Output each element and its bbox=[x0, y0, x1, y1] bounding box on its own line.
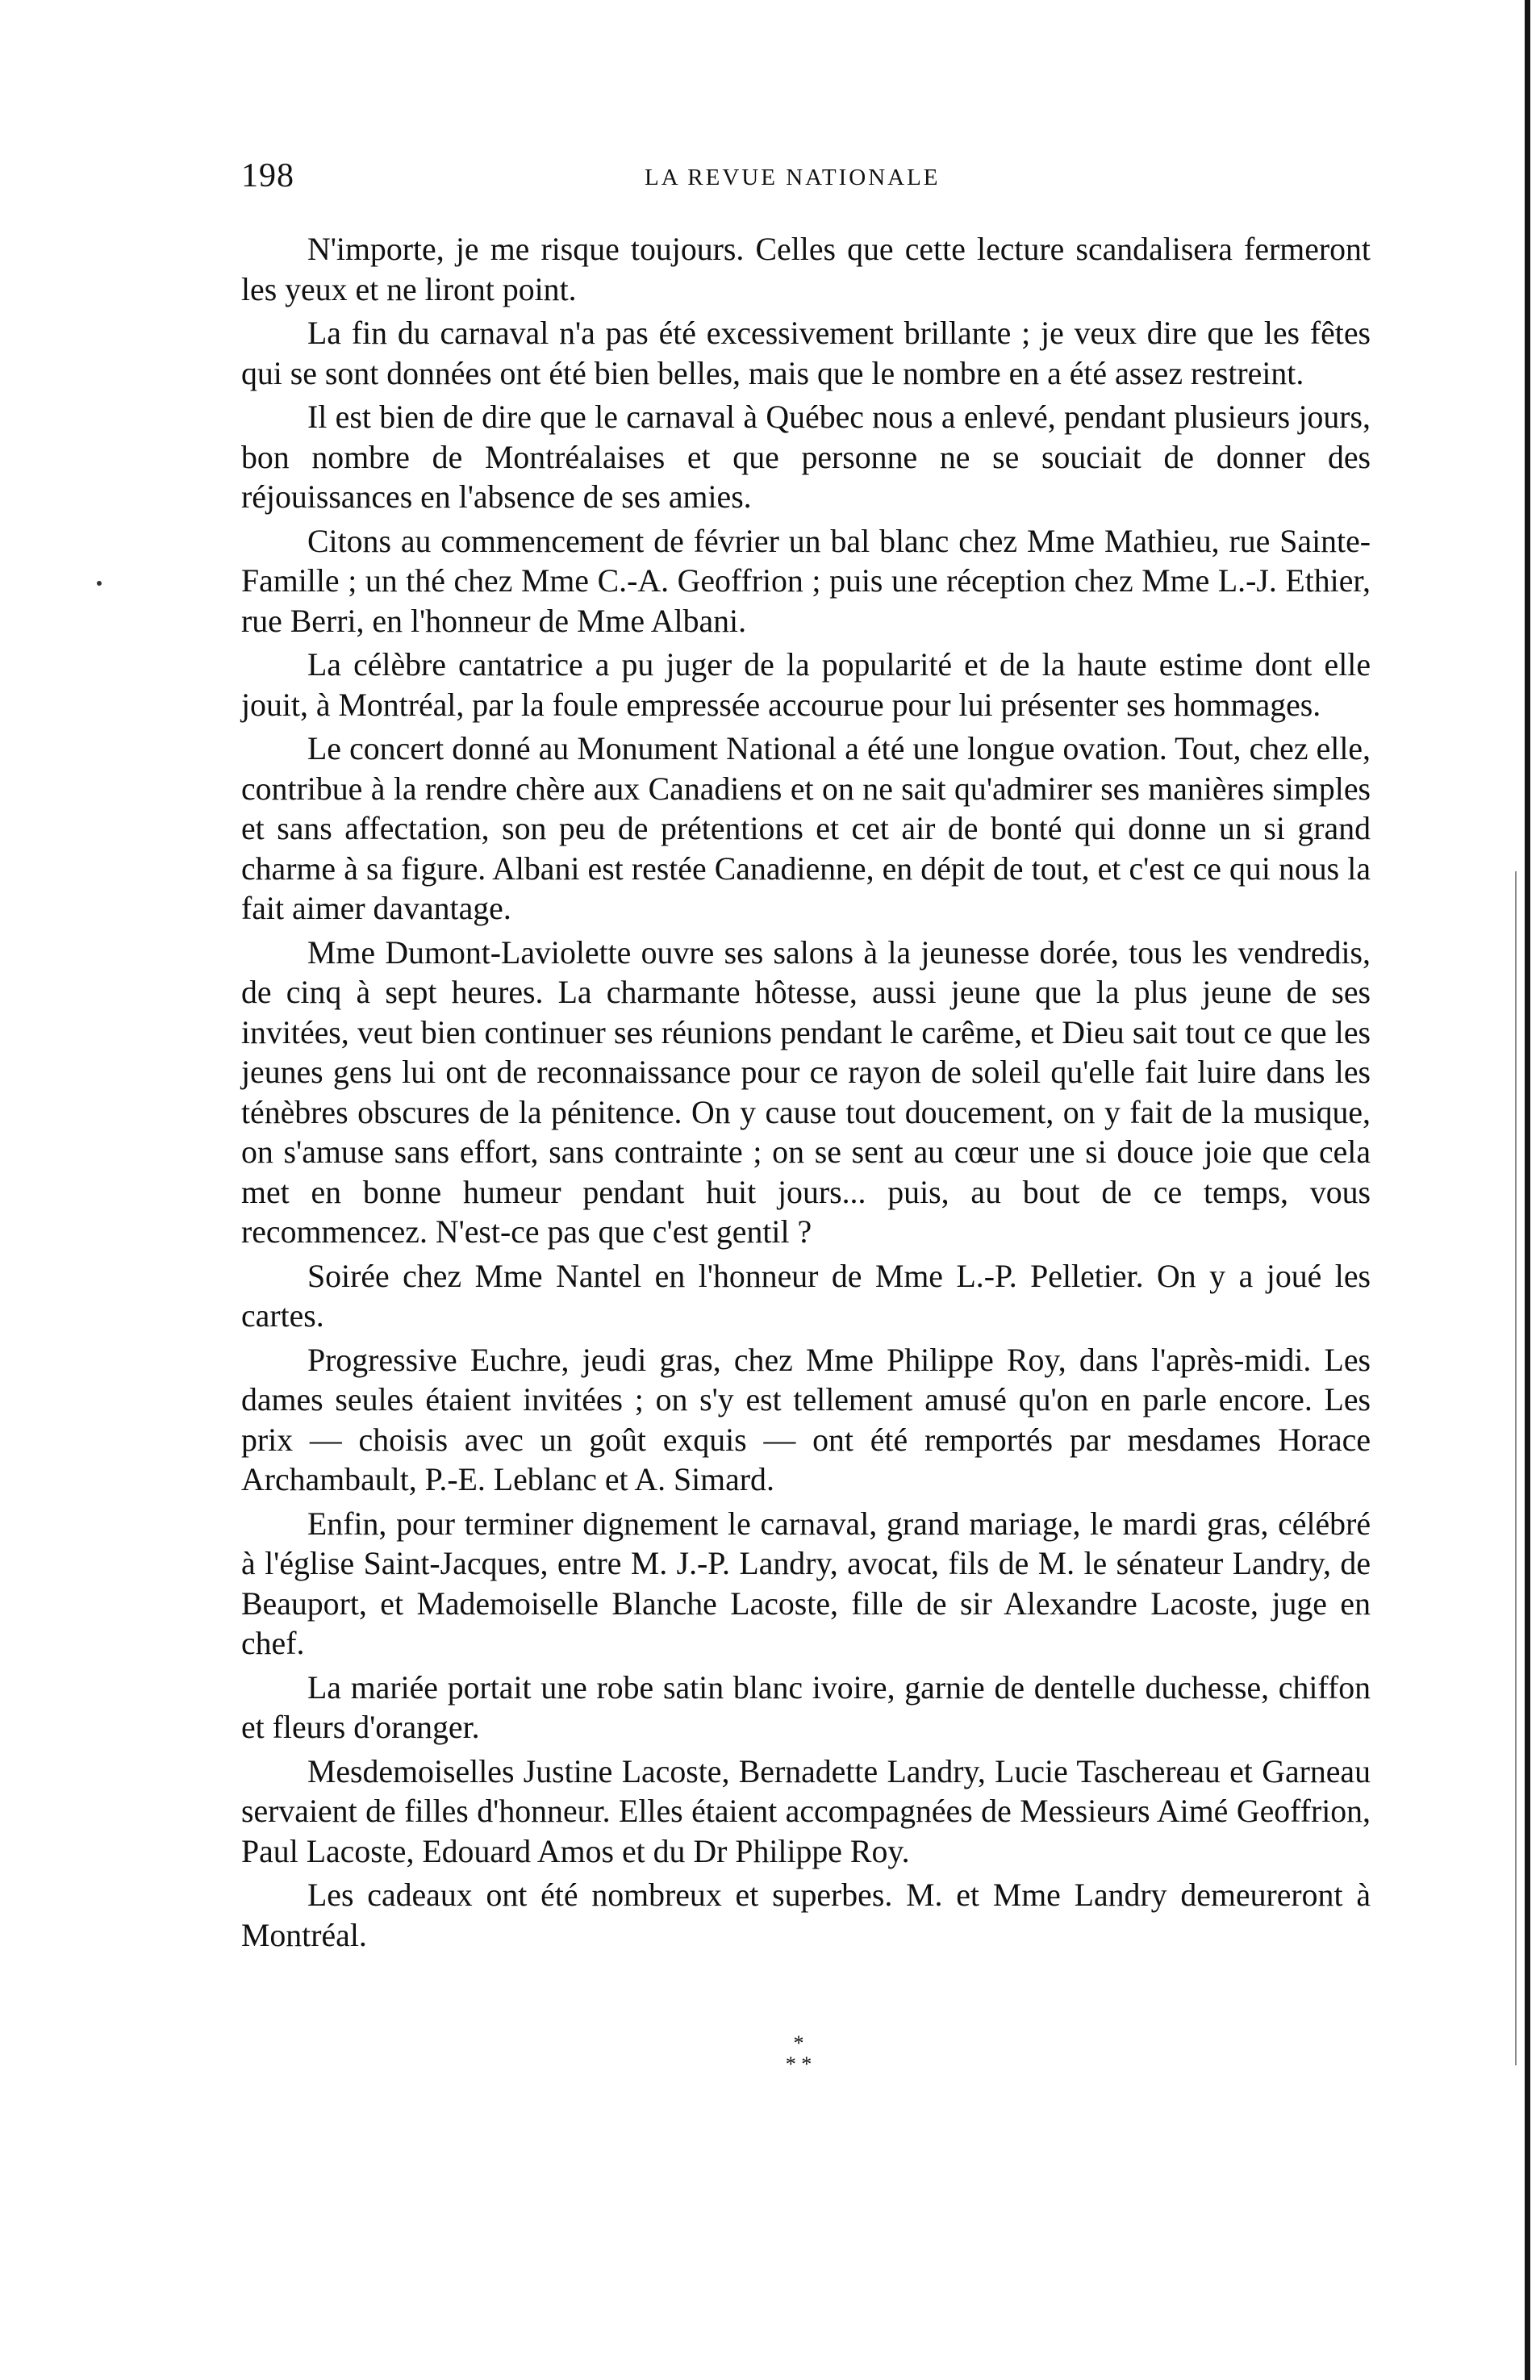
paragraph: N'importe, je me risque toujours. Celles que cette lecture scandalisera fermeront les yeux et ne liront point. bbox=[241, 232, 1371, 307]
section-separator-asterism bbox=[762, 2031, 835, 2076]
paragraph: Il est bien de dire que le carnaval à Québec nous a enlevé, pendant plusieurs jours, bon nombre de Montréalaises et que personne ne se souciait de donner des réjouissances en l'absence de ses amies. bbox=[241, 399, 1371, 515]
page-header bbox=[241, 153, 1371, 202]
paragraph: La célèbre cantatrice a pu juger de la popularité et de la haute estime dont elle jouit, à Montréal, par la foule empressée accourue pour lui présenter ses hommages. bbox=[241, 647, 1371, 723]
article-body bbox=[241, 230, 1371, 1960]
page-edge-shadow bbox=[1525, 0, 1530, 2380]
page-number: 198 bbox=[241, 157, 294, 194]
paragraph: Soirée chez Mme Nantel en l'honneur de Mme L.-P. Pelletier. On y a joué les cartes. bbox=[241, 1258, 1371, 1334]
page-edge-line bbox=[1515, 871, 1517, 2065]
paragraph: La mariée portait une robe satin blanc ivoire, garnie de dentelle duchesse, chiffon et fleurs d'oranger. bbox=[241, 1669, 1371, 1745]
asterism-bottom-stars: * * bbox=[785, 2052, 812, 2076]
scan-speck bbox=[97, 581, 102, 586]
paragraph: Enfin, pour terminer dignement le carnaval, grand mariage, le mardi gras, célébré à l'église Saint-Jacques, entre M. J.-P. Landry, avocat, fils de M. le sénateur Landry, de Beauport, et Mademoiselle Blanche Lacoste, fille de sir Alexandre Lacoste, juge en chef. bbox=[241, 1505, 1371, 1661]
paragraph: Mme Dumont-Laviolette ouvre ses salons à la jeunesse dorée, tous les vendredis, de cinq à sept heures. La charmante hôtesse, aussi jeune que la plus jeune de ses invitées, veut bien continuer ses réunions pendant le carême, et Dieu sait tout ce que les jeunes gens lui ont de reconnaissance pour ce rayon de soleil qu'elle fait luire dans les ténèbres obscures de la pénitence. On y cause tout doucement, on y fait de la musique, on s'amuse sans effort, sans contrainte ; on se sent au cœur une si douce joie que cela met en bonne humeur pendant huit jours... puis, au bout de ce temps, vous recommencez. N'est-ce pas que c'est gentil ? bbox=[241, 934, 1371, 1250]
paragraph: Progressive Euchre, jeudi gras, chez Mme Philippe Roy, dans l'après-midi. Les dames seules étaient invitées ; on s'y est tellement amusé qu'on en parle encore. Les prix — choisis avec un goût exquis — ont été remportés par mesdames Horace Archambault, P.-E. Leblanc et A. Simard. bbox=[241, 1342, 1371, 1497]
paragraph: La fin du carnaval n'a pas été excessivement brillante ; je veux dire que les fêtes qui se sont données ont été bien belles, mais que le nombre en a été assez restreint. bbox=[241, 315, 1371, 391]
paragraph: Les cadeaux ont été nombreux et superbes. M. et Mme Landry demeureront à Montréal. bbox=[241, 1877, 1371, 1953]
paragraph: Citons au commencement de février un bal blanc chez Mme Mathieu, rue Sainte-Famille ; un thé chez Mme C.-A. Geoffrion ; puis une réception chez Mme L.-J. Ethier, rue Berri, en l'honneur de Mme Albani. bbox=[241, 523, 1371, 639]
paragraph: Le concert donné au Monument National a été une longue ovation. Tout, chez elle, contribue à la rendre chère aux Canadiens et on ne sait qu'admirer ses manières simples et sans affectation, son peu de prétentions et cet air de bonté qui donne un si grand charme à sa figure. Albani est restée Canadienne, en dépit de tout, et c'est ce qui nous la fait aimer davantage. bbox=[241, 731, 1371, 926]
asterism-top-star: * bbox=[793, 2031, 804, 2055]
running-head: LA REVUE NATIONALE bbox=[645, 165, 941, 190]
paragraph: Mesdemoiselles Justine Lacoste, Bernadette Landry, Lucie Taschereau et Garneau servaient de filles d'honneur. Elles étaient accompagnées de Messieurs Aimé Geoffrion, Paul Lacoste, Edouard Amos et du Dr Philippe Roy. bbox=[241, 1753, 1371, 1869]
